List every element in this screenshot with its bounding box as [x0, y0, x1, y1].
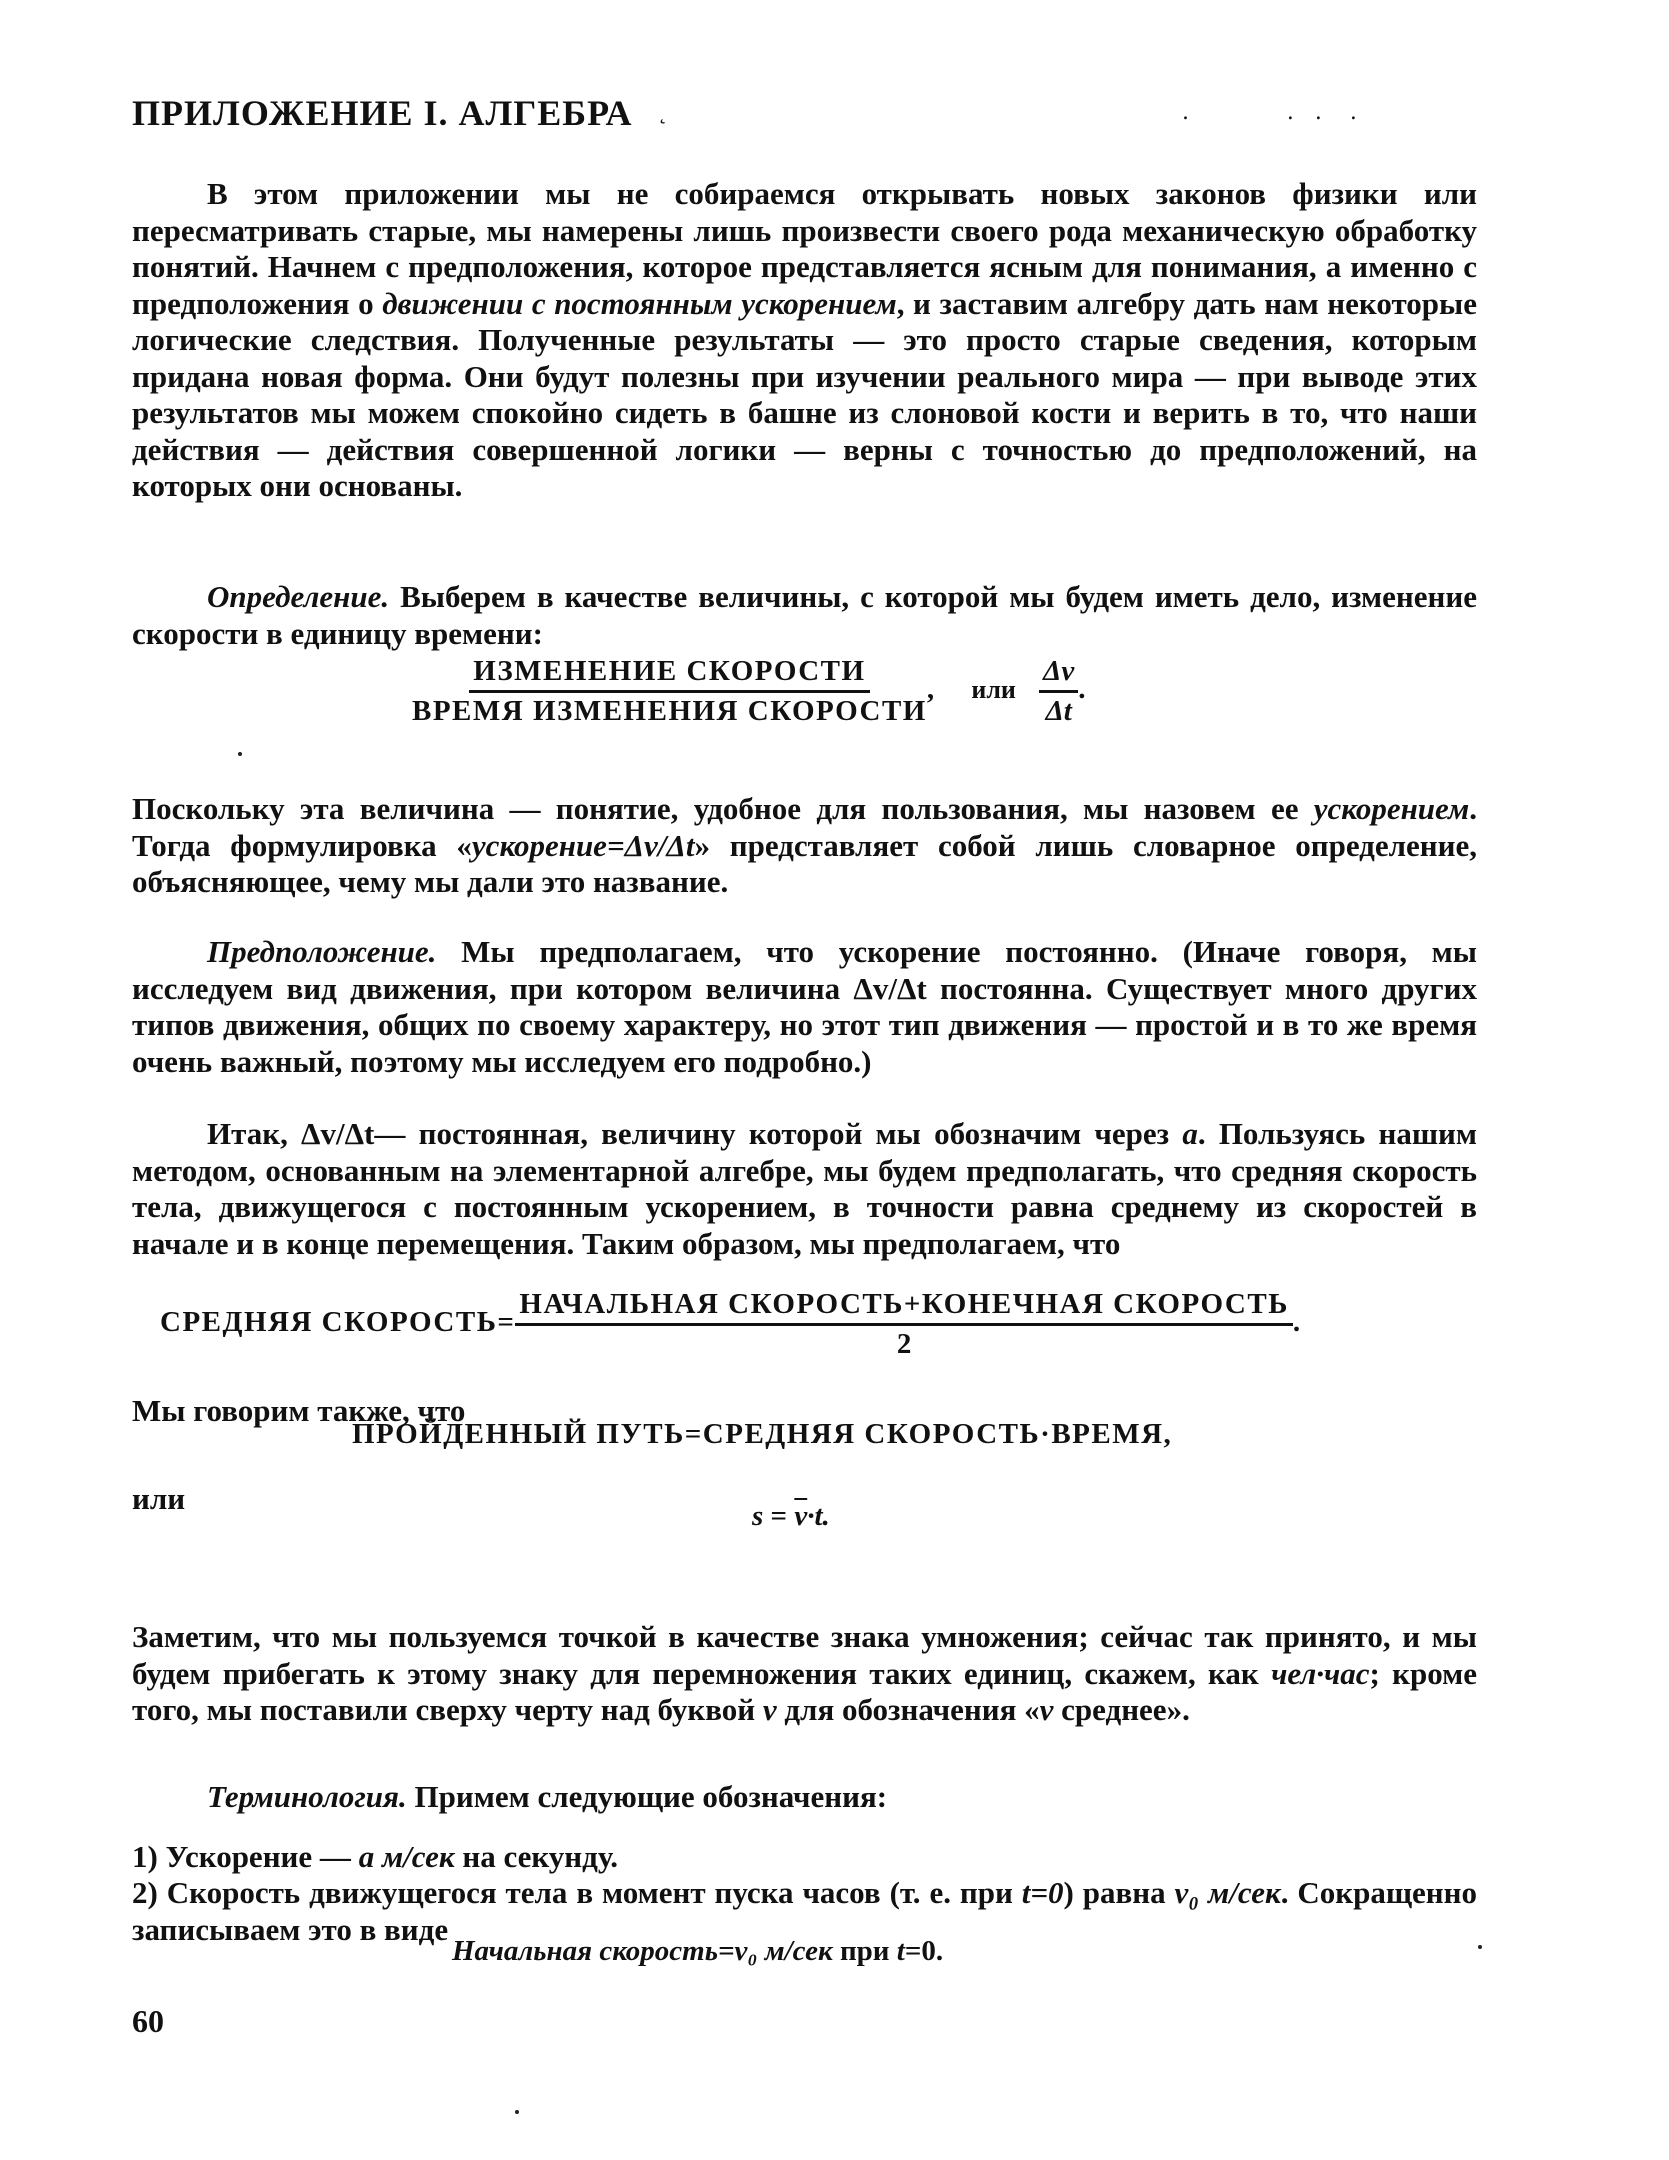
intro-paragraph [132, 176, 1477, 505]
symbol-t: ·t. [807, 1500, 830, 1532]
text: » представляет собой лишь словарное определение, объясняющее, чему мы дали это название. [132, 827, 1477, 899]
italic-term: движении с постоянным ускорением [382, 285, 897, 321]
so-paragraph [132, 1116, 1477, 1262]
numerator: НАЧАЛЬНАЯ СКОРОСТЬ+КОНЕЧНАЯ СКОРОСТЬ [515, 1288, 1293, 1326]
denominator: Δt [1045, 695, 1072, 727]
equals: = [763, 1500, 795, 1532]
text: . Тогда формулировка « [132, 791, 1477, 863]
scan-speck [515, 2110, 519, 2114]
period: . [1078, 673, 1086, 706]
italic-symbol: v [1039, 1692, 1054, 1727]
text: Заметим, что мы пользуемся точкой в качестве знака умножения; сейчас так принято, и мы будем прибегать к этому знаку для перемножения таких единиц, скажем, как [132, 1619, 1477, 1691]
symbol-s: s [752, 1500, 764, 1532]
scan-speck [1478, 1945, 1482, 1949]
italic-unit: a м/сек [358, 1839, 455, 1874]
scan-speck [238, 752, 242, 756]
italic-formula: Начальная скорость=v₀ м/сек [452, 1935, 833, 1967]
list-item-1 [132, 1839, 1477, 1876]
note-paragraph [132, 1619, 1477, 1729]
fraction [515, 1288, 1293, 1361]
text: . Пользуясь нашим методом, основанным на элементарной алгебре, мы будем предполагать, что средняя скорость тела, движущегося с постоянным ускорением, в точности равна среднему из скоростей в начале и в конце перемещения. Таким образом, мы предполагаем, что [132, 1116, 1477, 1261]
italic-symbol: v [762, 1692, 777, 1727]
terminology-label: Терминология. [207, 1779, 407, 1814]
text: Примем следующие обозначения: [406, 1779, 888, 1814]
definition-paragraph [132, 579, 1477, 652]
assumption-paragraph [132, 934, 1477, 1080]
text: Мы предполагаем, что ускорение постоянно. (Иначе говоря, мы исследуем вид движения, при котором величина Δv/Δt постоянна. Существует много других типов движения, общих по своему характеру, но этот тип движения — простой и в то же время очень важный, поэтому мы исследуем его подробно.) [132, 934, 1477, 1079]
italic-unit: чел·час [1271, 1655, 1370, 1691]
italic-formula: t=0 [1021, 1875, 1064, 1910]
initial-velocity-formula [452, 1935, 943, 1968]
text: 1) Ускорение — [132, 1839, 359, 1874]
italic-unit: v₀ м/сек [1174, 1875, 1281, 1910]
page-number: 60 [132, 2003, 164, 2039]
formula-left: СРЕДНЯЯ СКОРОСТЬ= [160, 1306, 516, 1339]
text: на секунду. [454, 1839, 618, 1874]
chapter-heading: ПРИЛОЖЕНИЕ I. АЛГЕБРА [132, 93, 633, 133]
italic-formula: ускорение=Δv/Δt [471, 827, 695, 863]
text: ) равна [1063, 1875, 1175, 1910]
or-text: или [971, 675, 1016, 705]
scan-speck: . . . . [1182, 100, 1357, 125]
symbol-v-bar: $\overline{v}$ [794, 1500, 808, 1532]
text: ; кроме того, мы поставили сверху черту над буквой [132, 1655, 1477, 1727]
text: Итак, Δv/Δt— постоянная, величину которой мы обозначим через [207, 1116, 1183, 1151]
italic-symbol: a [1182, 1116, 1198, 1151]
text: при [832, 1935, 897, 1967]
terminology-paragraph [132, 1779, 1477, 1816]
numerator: ИЗМЕНЕНИЕ СКОРОСТИ [469, 655, 869, 693]
text: для обозначения « [776, 1692, 1040, 1727]
period: . [1292, 1306, 1301, 1339]
text: Выберем в качестве величины, с которой мы будем иметь дело, изменение скорости в единицу времени: [132, 579, 1477, 651]
symbol-t: t [896, 1935, 905, 1967]
text: =0. [904, 1935, 944, 1967]
separator: , [926, 673, 935, 706]
text: В этом приложении мы не собираемся открывать новых законов физики или пересматривать старые, мы намерены лишь произвести своего рода механическую обработку понятий. Начнем с предположения, которое представляется ясным для понимания, а именно с предположения о [132, 176, 1477, 321]
text: Поскольку эта величина — понятие, удобное для пользования, мы назовем ее [132, 791, 1314, 826]
text: , и заставим алгебру дать нам некоторые логические следствия. Полученные результаты — это просто старые сведения, которым придана новая форма. Они будут полезны при изучении реального мира — при выводе этих результатов мы можем спокойно сидеть в башне из слоновой кости и верить в то, что наши действия — действия совершенной логики — верны с точностью до предположений, на которых они основаны. [132, 285, 1477, 503]
acceleration-paragraph [132, 791, 1477, 901]
numerator: Δv [1039, 655, 1078, 693]
or-line: или [132, 1481, 186, 1516]
definition-label: Определение. [207, 579, 390, 614]
assumption-label: Предположение. [207, 934, 437, 969]
denominator: ВРЕМЯ ИЗМЕНЕНИЯ СКОРОСТИ [412, 695, 927, 727]
distance-formula: ПРОЙДЕННЫЙ ПУТЬ=СРЕДНЯЯ СКОРОСТЬ·ВРЕМЯ, [352, 1418, 1173, 1450]
text: 2) Скорость движущегося тела в момент пуска часов (т. е. при [132, 1875, 1022, 1910]
average-velocity-formula [160, 1288, 1300, 1361]
italic-term: ускорением [1313, 791, 1470, 826]
acceleration-definition-formula [412, 655, 1085, 728]
delta-fraction [1039, 655, 1078, 728]
text: среднее». [1053, 1692, 1190, 1727]
scan-speck: ˛ [657, 100, 668, 125]
also-line: Мы говорим также, что [132, 1393, 466, 1428]
text: . Сокращенно записываем это в виде [132, 1875, 1477, 1947]
fraction [412, 655, 927, 728]
denominator: 2 [896, 1328, 912, 1360]
s-equals-vt-formula [752, 1500, 830, 1533]
